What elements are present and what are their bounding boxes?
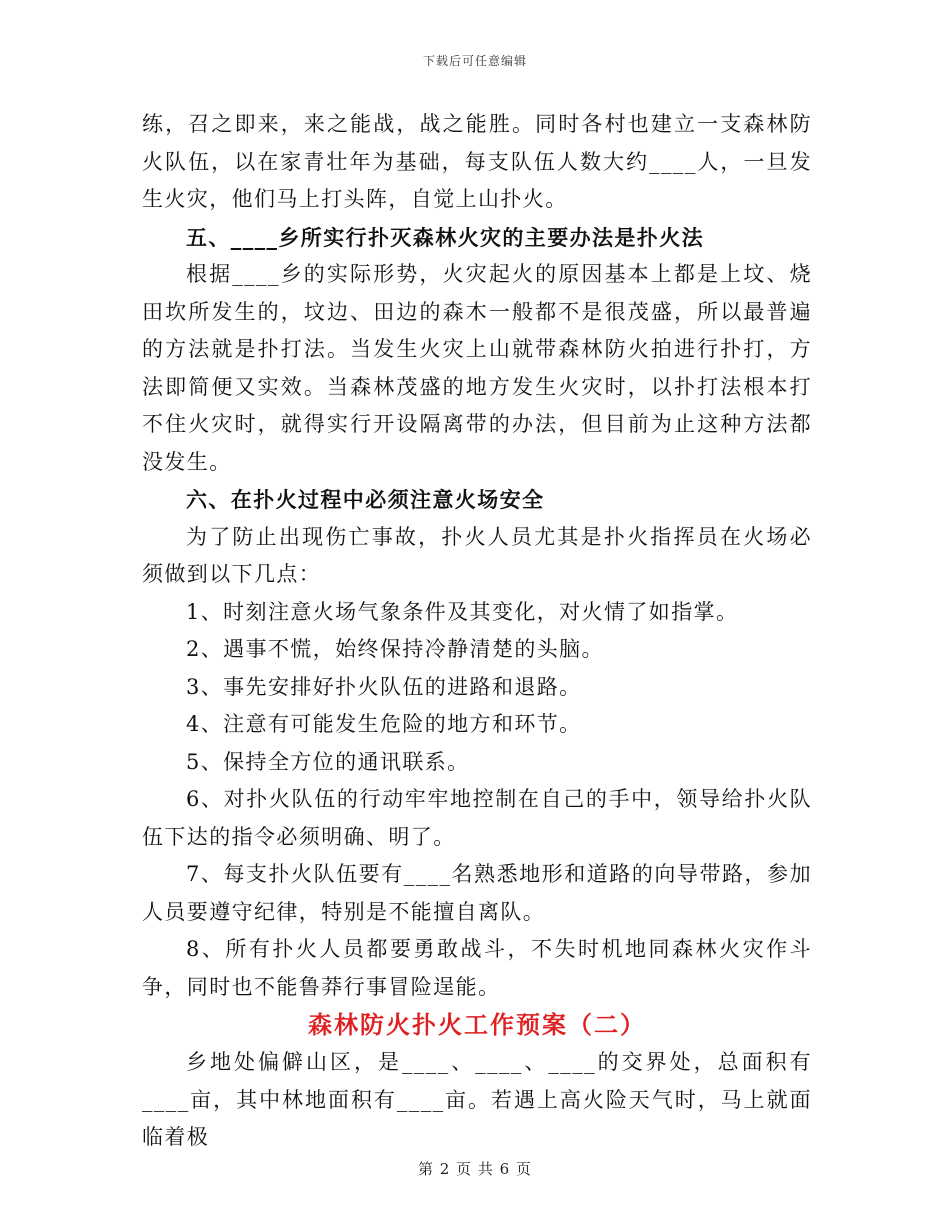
page-header-note: 下载后可任意编辑 [422, 54, 527, 68]
section-title: 森林防火扑火工作预案（二） [308, 1010, 646, 1039]
list-item: 3、事先安排好扑火队伍的进路和退路。 [186, 674, 582, 699]
page-number-footer: 第 2 页 共 6 页 [418, 1160, 532, 1178]
document-body [142, 106, 812, 1157]
list-item: 7、每支扑火队伍要有____名熟悉地形和道路的向导带路，参加人员要遵守纪律，特别是不能擅自离队。 [142, 862, 812, 924]
paragraph-6: 为了防止出现伤亡事故，扑火人员尤其是扑火指挥员在火场必须做到以下几点： [142, 524, 812, 586]
section-heading-6: 六、在扑火过程中必须注意火场安全 [186, 487, 545, 512]
paragraph-intro: 乡地处偏僻山区，是____、____、____的交界处，总面积有____亩，其中林地面积有____亩。若遇上高火险天气时，马上就面临着极 [142, 1050, 812, 1149]
list-item: 4、注意有可能发生危险的地方和环节。 [186, 712, 582, 736]
list-item: 8、所有扑火人员都要勇敢战斗，不失时机地同森林火灾作斗争，同时也不能鲁莽行事冒险逞能。 [142, 937, 812, 999]
section-heading-5: 五、____乡所实行扑灭森林火灾的主要办法是扑火法 [186, 224, 704, 250]
list-item: 2、遇事不慌，始终保持冷静清楚的头脑。 [186, 637, 604, 661]
paragraph-continuation: 练，召之即来，来之能战，战之能胜。同时各村也建立一支森林防火队伍，以在家青壮年为基础，每支队伍人数大约____人，一旦发生火灾，他们马上打头阵，自觉上山扑火。 [142, 112, 812, 211]
list-item: 1、时刻注意火场气象条件及其变化，对火情了如指掌。 [186, 599, 739, 624]
list-item: 5、保持全方位的通讯联系。 [186, 749, 470, 774]
paragraph-5: 根据____乡的实际形势，火灾起火的原因基本上都是上坟、烧田坎所发生的，坟边、田边的森木一般都不是很茂盛，所以最普遍的方法就是扑打法。当发生火灾上山就带森林防火拍进行扑打，方法即简便又实效。当森林茂盛的地方发生火灾时，以扑打法根本打不住火灾时，就得实行开设隔离带的办法，但目前为止这种方法都没发生。 [142, 262, 812, 474]
list-item: 6、对扑火队伍的行动牢牢地控制在自己的手中，领导给扑火队伍下达的指令必须明确、明了。 [142, 787, 812, 849]
